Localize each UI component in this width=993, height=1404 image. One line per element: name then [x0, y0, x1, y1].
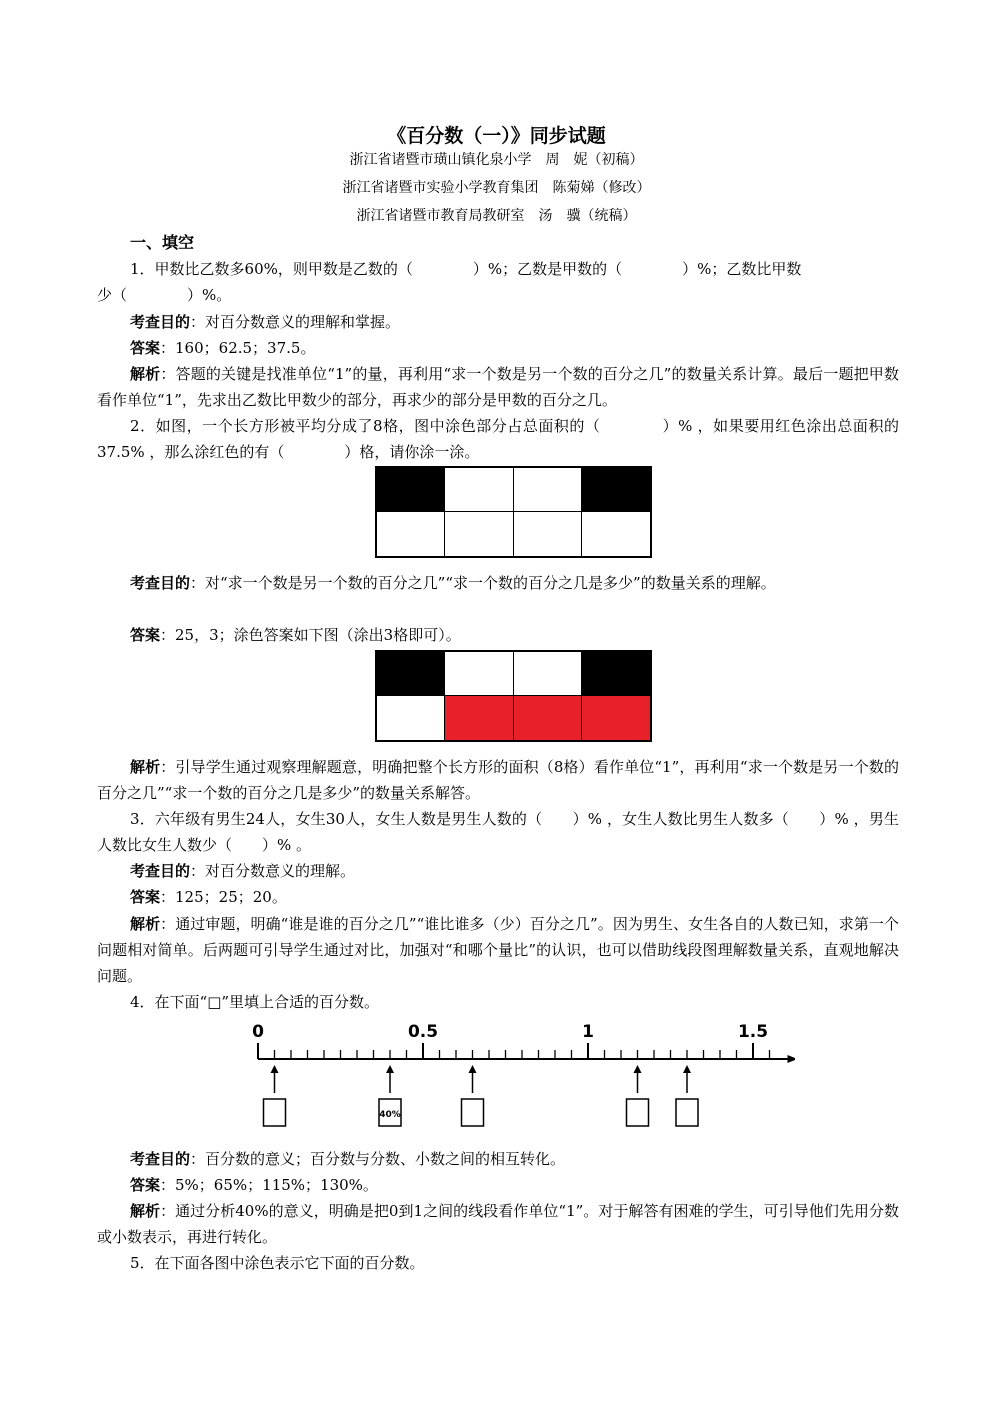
q2-purpose — [97, 570, 899, 596]
q4-answer — [97, 1172, 899, 1198]
analysis-label: 解析 — [130, 365, 161, 383]
q2-answer-figure — [375, 650, 652, 742]
answer-box — [627, 1099, 649, 1126]
grid-cell-white — [514, 512, 582, 556]
q4-purpose — [97, 1146, 899, 1172]
q3-purpose-text: ：对百分数意义的理解。 — [190, 862, 356, 880]
q4-purpose-text: ：百分数的意义；百分数与分数、小数之间的相互转化。 — [190, 1150, 566, 1168]
answer-box — [462, 1099, 484, 1126]
marker-arrowhead — [683, 1065, 691, 1073]
analysis-label: 解析 — [130, 758, 161, 776]
q3-purpose — [97, 858, 899, 884]
grid-cell-white — [445, 468, 513, 512]
q1-purpose-text: ：对百分数意义的理解和掌握。 — [190, 313, 401, 331]
grid-cell-black — [377, 468, 445, 512]
q2-answer — [97, 622, 899, 648]
q2-analysis-text: ：引导学生通过观察理解题意，明确把整个长方形的面积（8格）看作单位“1”，再利用“求一个数是另一个数的百分之几”“求一个数的百分之几是多少”的数量关系解答。 — [97, 758, 899, 802]
number-line-tick-label: 0.5 — [407, 1022, 439, 1042]
grid-cell-black — [377, 652, 445, 696]
grid-cell-white — [377, 512, 445, 556]
q4-text: 4．在下面“□”里填上合适的百分数。 — [130, 993, 380, 1011]
answer-label: 答案 — [130, 1176, 161, 1194]
q1-analysis — [97, 361, 899, 413]
q2-text: 2．如图，一个长方形被平均分成了8格，图中涂色部分占总面积的（ ）% ，如果要用红色涂出总面积的37.5% ，那么涂红色的有（ ）格，请你涂一涂。 — [97, 417, 899, 461]
q1-analysis-text: ：答题的关键是找准单位“1”的量，再利用“求一个数是另一个数的百分之几”的数量关系计算。最后一题把甲数看作单位“1”，先求出乙数比甲数少的部分，再求少的部分是甲数的百分之几。 — [97, 365, 899, 409]
number-line-arrowhead — [788, 1055, 796, 1063]
grid-cell-white — [514, 468, 582, 512]
marker-arrowhead — [634, 1065, 642, 1073]
grid-cell-red — [514, 696, 582, 740]
q3-answer-text: ：125；25；20。 — [160, 888, 287, 906]
q3-analysis — [97, 911, 899, 989]
marker-arrowhead — [469, 1065, 477, 1073]
purpose-label: 考查目的 — [130, 574, 191, 592]
grid-cell-red — [582, 696, 650, 740]
author-line-1: 浙江省诸暨市璜山镇化泉小学 周 妮（初稿） — [349, 152, 644, 168]
q2-purpose-text: ：对“求一个数是另一个数的百分之几”“求一个数的百分之几是多少”的数量关系的理解。 — [190, 574, 776, 592]
grid-cell-white — [582, 512, 650, 556]
q2-answer-text: ：25，3；涂色答案如下图（涂出3格即可）。 — [160, 626, 461, 644]
number-line-tick-label: 1 — [582, 1022, 594, 1042]
answer-box — [676, 1099, 698, 1126]
grid-cell-red — [445, 696, 513, 740]
purpose-label: 考查目的 — [130, 862, 191, 880]
q3-answer — [97, 884, 899, 910]
q3-text: 3．六年级有男生24人，女生30人，女生人数是男生人数的（ ）% ，女生人数比男生人数多（ ）% ，男生人数比女生人数少（ ）% 。 — [97, 810, 899, 854]
section-heading: 一、填空 — [130, 233, 195, 252]
number-line-tick-label: 1.5 — [737, 1022, 769, 1042]
answer-label: 答案 — [130, 888, 161, 906]
purpose-label: 考查目的 — [130, 1150, 191, 1168]
q5-text: 5．在下面各图中涂色表示它下面的百分数。 — [130, 1254, 425, 1272]
grid-cell-black — [582, 652, 650, 696]
purpose-label: 考查目的 — [130, 313, 191, 331]
q3-analysis-text: ：通过审题，明确“谁是谁的百分之几”“谁比谁多（少）百分之几”。因为男生、女生各自的人数已知，求第一个问题相对简单。后两题可引导学生通过对比，加强对“和哪个量比”的认识，也可以借助线段图理解数量关系，直观地解决问题。 — [97, 915, 899, 985]
author-line-3: 浙江省诸暨市教育局教研室 汤 骥（统稿） — [356, 208, 637, 224]
q1-text-line1: 1．甲数比乙数多60%，则甲数是乙数的（ ）%；乙数是甲数的（ ）%；乙数比甲数 — [130, 260, 802, 278]
q4-analysis — [97, 1198, 899, 1250]
q1-purpose — [97, 309, 899, 335]
q4-analysis-text: ：通过分析40%的意义，明确是把0到1之间的线段看作单位“1”。对于解答有困难的学生，可引导他们先用分数或小数表示，再进行转化。 — [97, 1202, 899, 1246]
q1-answer-text: ：160；62.5；37.5。 — [160, 339, 316, 357]
q4-number-line — [245, 1015, 795, 1135]
q4-answer-text: ：5%；65%；115%；130%。 — [160, 1176, 378, 1194]
answer-label: 答案 — [130, 626, 161, 644]
marker-arrowhead — [386, 1065, 394, 1073]
grid-cell-white — [445, 652, 513, 696]
number-line-tick-label: 0 — [252, 1022, 264, 1042]
author-line-2: 浙江省诸暨市实验小学教育集团 陈菊娣（修改） — [342, 180, 651, 196]
grid-cell-white — [377, 696, 445, 740]
document-title: 《百分数（一）》同步试题 — [387, 125, 606, 147]
marker-arrowhead — [271, 1065, 279, 1073]
answer-box — [264, 1099, 286, 1126]
grid-cell-white — [514, 652, 582, 696]
analysis-label: 解析 — [130, 1202, 161, 1220]
q2-analysis — [97, 754, 899, 806]
q1-answer — [97, 335, 899, 361]
grid-cell-white — [445, 512, 513, 556]
answer-label: 答案 — [130, 339, 161, 357]
analysis-label: 解析 — [130, 915, 161, 933]
grid-cell-black — [582, 468, 650, 512]
q2-rectangle-figure — [375, 466, 652, 558]
answer-box-value: 40% — [379, 1110, 401, 1120]
q1-text-line2: 少（ ）%。 — [97, 286, 232, 304]
